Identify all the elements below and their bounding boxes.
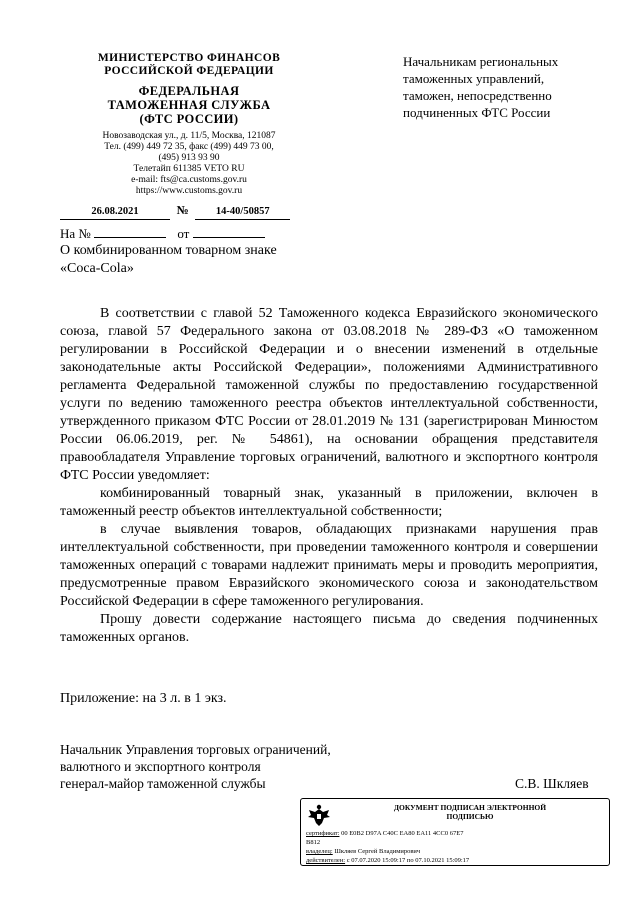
body-paragraph-1: В соответствии с главой 52 Таможенного кодекса Евразийского экономического союза, главой 57 Федерального закона от 03.08.2018 № 289-ФЗ «О таможенном регулировании в Российской Федерации и о внесении изменений в отдельные законодательные акты Российской Федерации», положениями Административного регламента Федеральной таможенной службы по предоставлению государственной услуги по ведению таможенного реестра объектов интеллектуальной собственности, утвержденного приказом ФТС России от 28.01.2019 № 131 (зарегистрирован Минюстом России 06.06.2019, рег. № 54861), на основании обращения представителя правообладателя Управление торговых ограничений, валютного и экспортного контроля ФТС России уведомляет: <box>60 306 598 483</box>
registration-date: 26.08.2021 <box>60 206 170 220</box>
registration-line <box>60 203 300 220</box>
registration-number: 14-40/50857 <box>195 206 290 220</box>
validity-row <box>306 856 606 865</box>
cert-row <box>306 829 606 838</box>
address-line-2: Тел. (499) 449 72 35, факс (499) 449 73 00, <box>104 142 274 152</box>
recipient-line-1: Начальникам региональных <box>403 54 559 69</box>
attachment-note: Приложение: на 3 л. в 1 экз. <box>60 691 227 706</box>
signatory-position <box>60 741 380 792</box>
body-paragraph-4: Прошу довести содержание настоящего письма до сведения подчиненных таможенных органов. <box>60 612 598 645</box>
cert-label: сертификат: <box>306 830 340 837</box>
from-date-blank <box>193 226 265 238</box>
stamp-title-line-2: ПОДПИСЬЮ <box>446 812 494 821</box>
address-line-1: Новозаводская ул., д. 11/5, Москва, 121087 <box>102 131 276 141</box>
subject-line-2: «Coca-Cola» <box>60 261 134 276</box>
from-label: от <box>177 226 190 241</box>
recipient-block <box>403 53 603 121</box>
service-line-2: ТАМОЖЕННАЯ СЛУЖБА <box>107 98 271 112</box>
ministry-line-2: РОССИЙСКОЙ ФЕДЕРАЦИИ <box>104 65 274 77</box>
owner-value: Шкляев Сергей Владимирович <box>334 848 421 855</box>
subject <box>60 242 340 278</box>
position-line-3: генерал-майор таможенной службы <box>60 776 266 791</box>
ministry-name <box>60 52 318 78</box>
eagle-emblem-icon <box>306 802 332 828</box>
signatory-name: С.В. Шкляев <box>515 776 589 791</box>
ref-label: На № <box>60 226 91 241</box>
sender-contacts <box>60 131 318 197</box>
address-line-3: (495) 913 93 90 <box>158 153 220 163</box>
recipient-line-3: таможен, непосредственно <box>403 88 552 103</box>
ministry-line-1: МИНИСТЕРСТВО ФИНАНСОВ <box>97 52 281 64</box>
stamp-title <box>335 803 605 821</box>
service-name <box>60 84 318 126</box>
recipient-line-2: таможенных управлений, <box>403 71 545 86</box>
cert-value: 00 E0B2 D97A C40C EA80 EA11 4CC0 67E7 <box>341 830 464 837</box>
email: e-mail: fts@ca.customs.gov.ru <box>131 175 247 185</box>
letter-body <box>60 305 598 647</box>
stamp-title-line-1: ДОКУМЕНТ ПОДПИСАН ЭЛЕКТРОННОЙ <box>393 803 547 812</box>
body-paragraph-2: комбинированный товарный знак, указанный в приложении, включен в таможенный реестр объектов интеллектуальной собственности; <box>60 486 598 519</box>
recipient-line-4: подчиненных ФТС России <box>403 105 551 120</box>
service-line-1: ФЕДЕРАЛЬНАЯ <box>138 84 240 98</box>
telex: Телетайп 611385 VETO RU <box>133 164 245 174</box>
body-paragraph-3: в случае выявления товаров, обладающих признаками нарушения прав интеллектуальной собственности, при проведении таможенного контроля и совершении таможенных операций с товарами надлежит принимать меры и проводить мероприятия, предусмотренные правом Евразийского экономического союза и законодательством Российской Федерации в сфере таможенного регулирования. <box>60 522 598 609</box>
owner-label: владелец: <box>306 848 333 855</box>
reference-line <box>60 226 300 242</box>
subject-line-1: О комбинированном товарном знаке <box>60 243 277 258</box>
website: https://www.customs.gov.ru <box>135 186 243 196</box>
cert-value-continued: B812 <box>306 839 321 846</box>
ref-number-blank <box>94 226 166 238</box>
service-line-3: (ФТС РОССИИ) <box>139 112 239 126</box>
electronic-signature-stamp <box>300 798 610 866</box>
position-line-2: валютного и экспортного контроля <box>60 759 261 774</box>
stamp-details <box>306 829 606 865</box>
valid-label: действителен: <box>306 857 346 864</box>
position-line-1: Начальник Управления торговых ограничений, <box>60 742 331 757</box>
number-sign: № <box>176 203 189 217</box>
owner-row <box>306 847 606 856</box>
valid-value: с 07.07.2020 15:09:17 по 07.10.2021 15:09:17 <box>346 857 470 864</box>
